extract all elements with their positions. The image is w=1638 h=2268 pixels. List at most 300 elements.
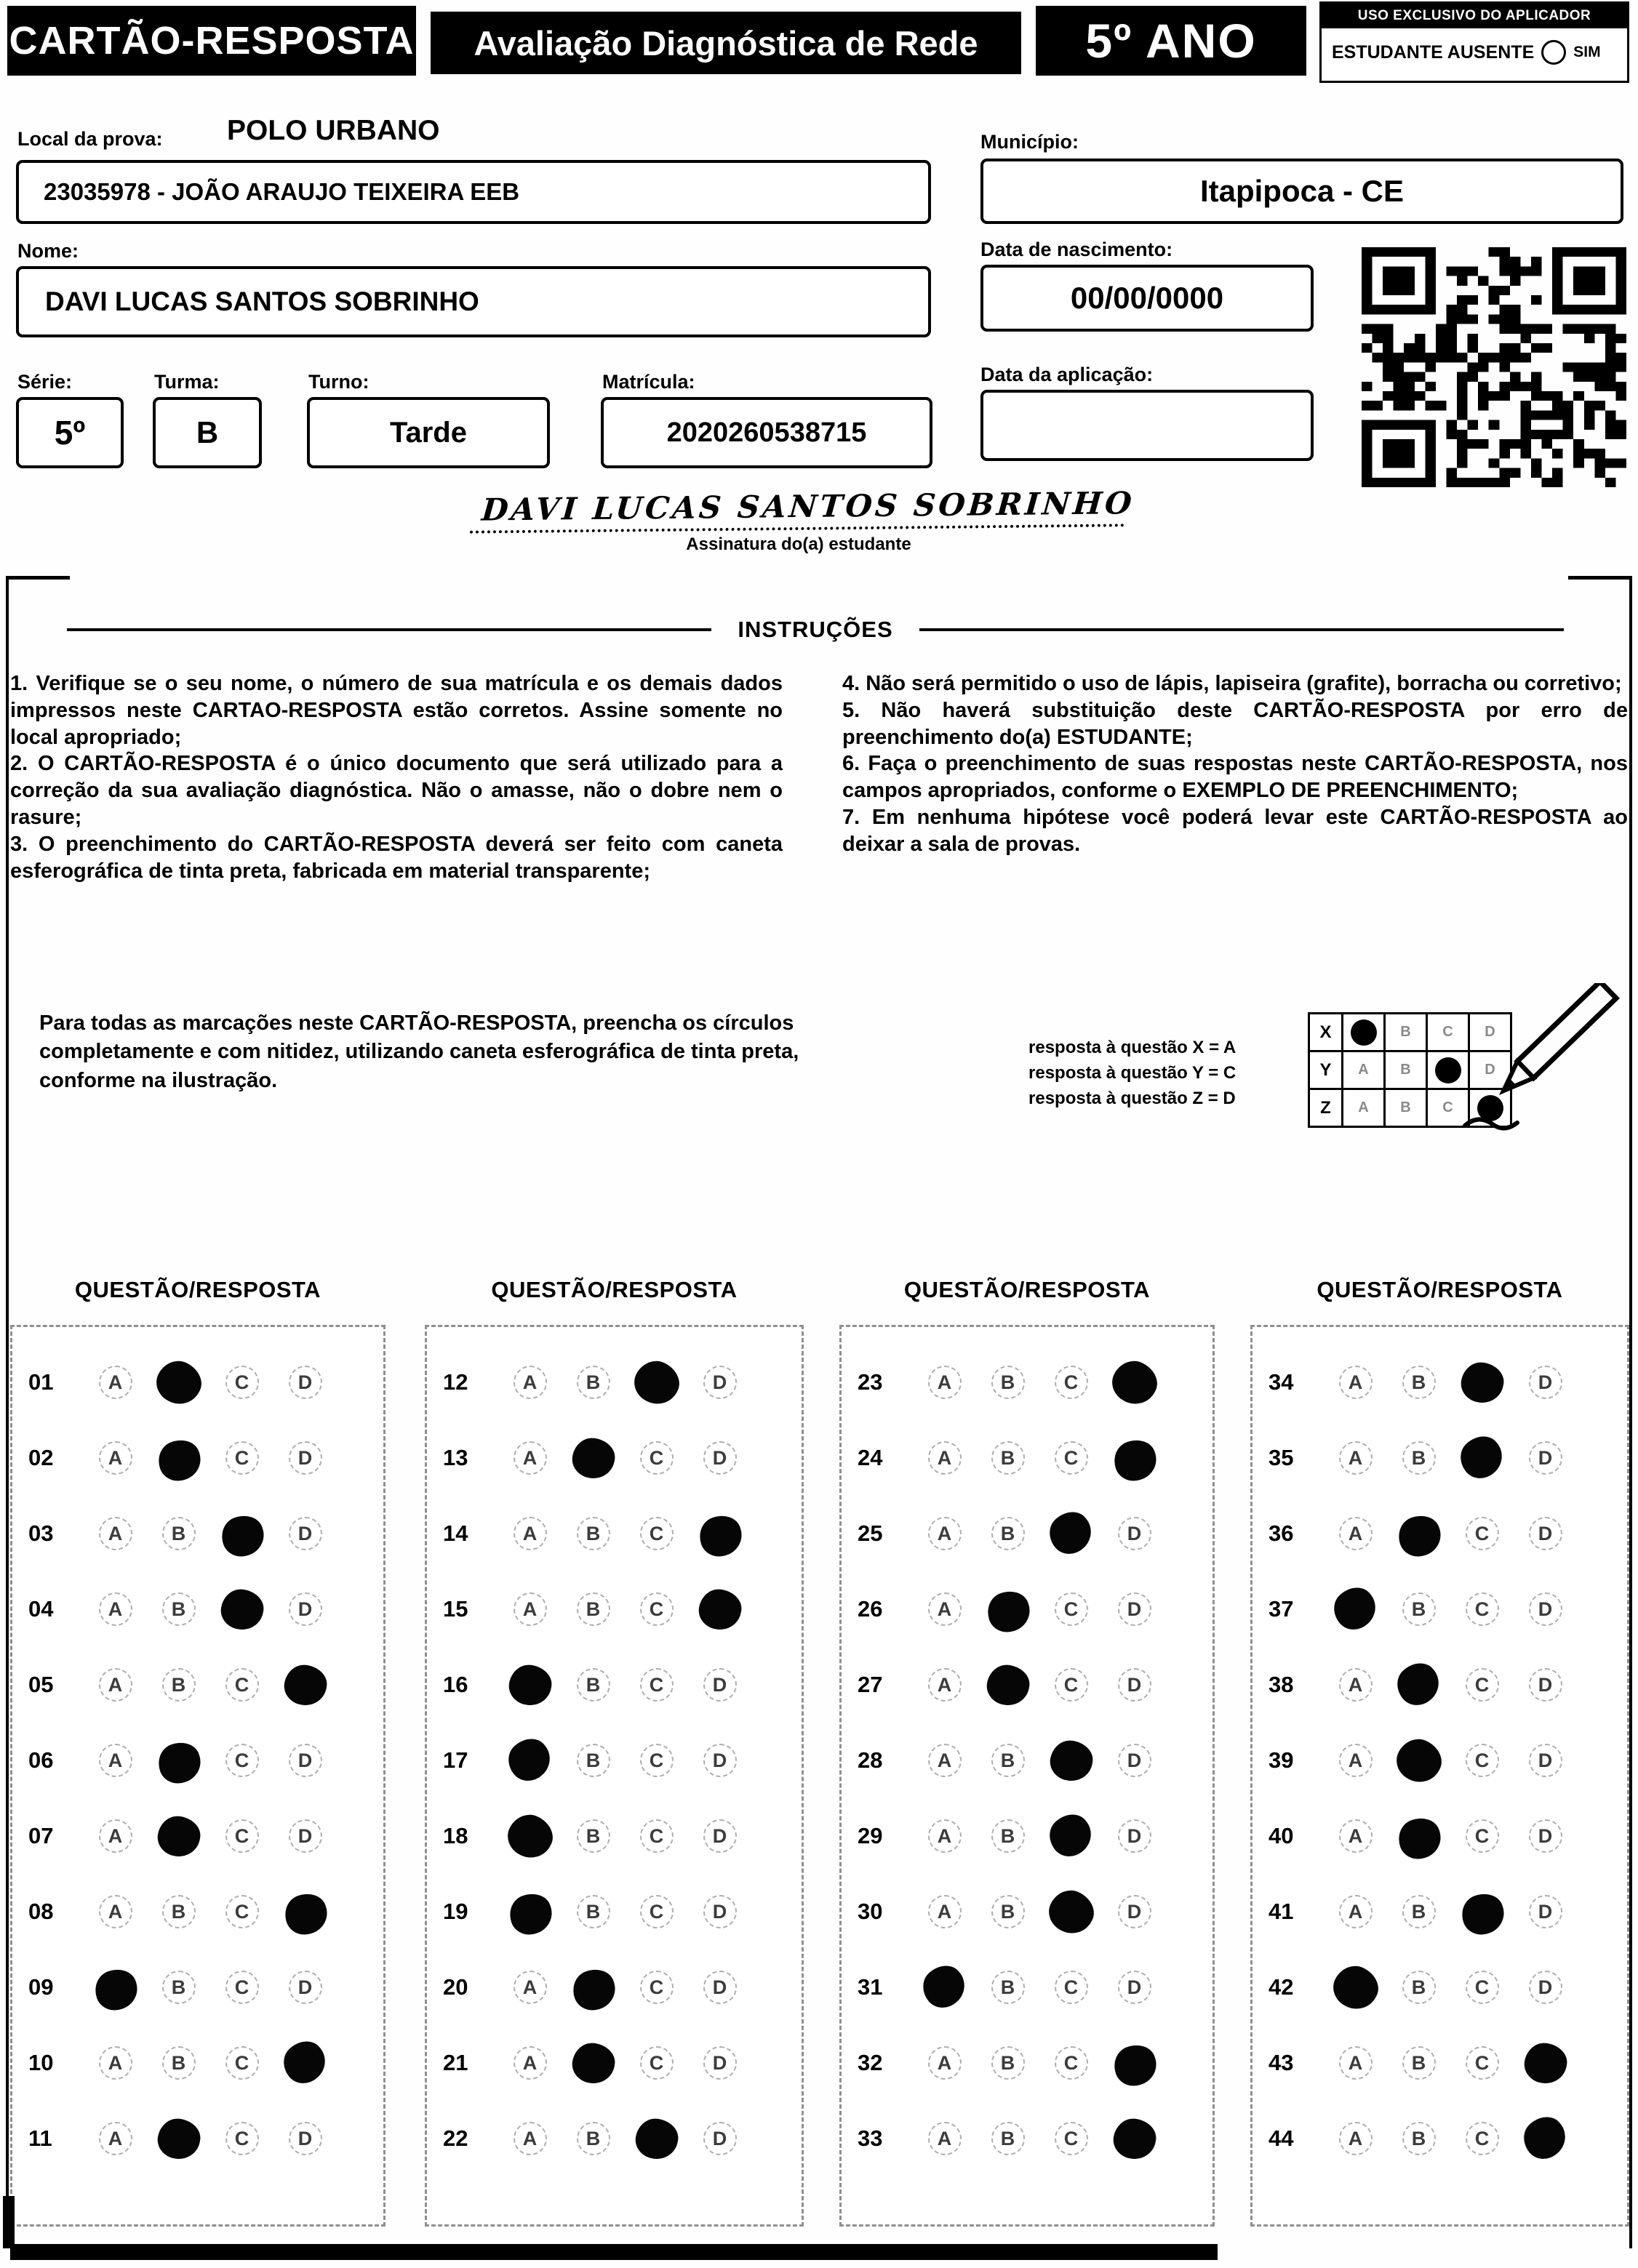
answer-bubble[interactable]: B	[1402, 2046, 1436, 2080]
answer-bubble[interactable]: D	[289, 1366, 322, 1399]
answer-bubble[interactable]: A	[928, 1517, 962, 1550]
answer-bubble[interactable]: B	[991, 2046, 1025, 2080]
answer-bubble[interactable]: C	[1055, 1592, 1088, 1626]
answer-bubble[interactable]: A	[99, 1441, 132, 1475]
answer-bubble[interactable]: A	[928, 1744, 962, 1777]
answer-bubble[interactable]: A	[1339, 2046, 1373, 2080]
answer-bubble[interactable]: D	[703, 1895, 737, 1928]
answer-bubble[interactable]: B	[991, 1895, 1025, 1928]
answer-bubble[interactable]: D	[1529, 1592, 1562, 1626]
answer-bubble[interactable]: D	[1529, 1819, 1562, 1853]
marked-bubble[interactable]	[569, 2040, 618, 2086]
marked-bubble[interactable]	[281, 1662, 329, 1708]
answer-row	[842, 2101, 1212, 2176]
answer-bubble[interactable]: C	[225, 1895, 259, 1928]
option-cell-marked	[210, 1514, 273, 1554]
answer-bubble[interactable]: B	[162, 1668, 196, 1702]
option-cell	[1039, 1366, 1103, 1399]
answer-bubble[interactable]: B	[991, 1819, 1025, 1853]
question-number: 09	[28, 1974, 54, 2000]
option-cell	[1450, 1592, 1514, 1626]
marked-bubble[interactable]	[153, 1435, 205, 1486]
option-cell	[147, 2046, 210, 2080]
answer-bubble[interactable]: D	[1529, 1441, 1562, 1475]
option-cell-marked	[1450, 1438, 1514, 1478]
option-cell-marked	[273, 1665, 337, 1705]
question-number: 25	[858, 1520, 883, 1546]
answer-bubble[interactable]: A	[928, 1819, 962, 1853]
answer-bubble[interactable]: C	[640, 2046, 674, 2080]
option-cell	[210, 2122, 273, 2155]
answer-bubble[interactable]: A	[1339, 1517, 1373, 1550]
answer-bubble[interactable]: D	[703, 1971, 737, 2004]
answer-bubble[interactable]: C	[640, 1819, 674, 1853]
answer-bubble[interactable]: A	[1339, 1366, 1373, 1399]
marked-bubble[interactable]	[216, 1510, 268, 1561]
instruction-item: 1. Verifique se o seu nome, o número de sua matrícula e os demais dados impressos neste CARTAO-RESPOSTA estão corretos. Assine somente no local apropriado;	[10, 672, 783, 749]
option-cell-marked	[1039, 1816, 1103, 1856]
marked-bubble[interactable]	[279, 1888, 332, 1939]
option-cell	[210, 1668, 273, 1702]
answer-bubble[interactable]: C	[1466, 1668, 1499, 1702]
option-cell	[84, 2122, 147, 2155]
instruction-item: 4. Não será permitido o uso de lápis, lapiseira (grafite), borracha ou corretivo;	[842, 672, 1622, 695]
answer-bubble[interactable]: B	[577, 1744, 610, 1777]
birthdate-label: Data de nascimento:	[980, 239, 1173, 260]
option-cell	[210, 1744, 273, 1777]
answer-bubble[interactable]: B	[1402, 1895, 1436, 1928]
answer-bubble[interactable]: A	[99, 1366, 132, 1399]
option-cell	[84, 1441, 147, 1475]
answer-row	[427, 2101, 802, 2176]
answer-bubble[interactable]: A	[928, 1366, 962, 1399]
answer-bubble[interactable]: B	[991, 1744, 1025, 1777]
question-number: 12	[443, 1369, 468, 1395]
answer-bubble[interactable]: D	[703, 2122, 737, 2155]
question-number: 28	[858, 1747, 883, 1773]
application-date-field	[980, 390, 1314, 461]
answer-bubble[interactable]: B	[577, 1366, 610, 1399]
answer-bubble[interactable]: B	[162, 1592, 196, 1626]
answer-bubble[interactable]: A	[514, 2046, 547, 2080]
answer-bubble[interactable]: C	[640, 1895, 674, 1928]
grade-badge: 5º ANO	[1036, 6, 1306, 76]
answer-bubble[interactable]: C	[1466, 1971, 1499, 2004]
option-cell	[688, 2046, 751, 2080]
answer-bubble[interactable]: B	[577, 1592, 610, 1626]
answer-bubble[interactable]: C	[640, 1744, 674, 1777]
question-number: 34	[1269, 1369, 1294, 1395]
answer-bubble[interactable]: C	[640, 1668, 674, 1702]
question-number: 37	[1269, 1596, 1294, 1622]
question-number: 21	[443, 2050, 468, 2075]
answer-bubble[interactable]: D	[703, 1668, 737, 1702]
marked-bubble[interactable]	[1458, 1359, 1506, 1406]
answer-bubble[interactable]: B	[991, 1971, 1025, 2004]
instruction-item: 7. Em nenhuma hipótese você poderá levar este CARTÃO-RESPOSTA ao deixar a sala de provas.	[842, 806, 1628, 856]
region-border-right	[1629, 576, 1632, 2248]
marked-bubble[interactable]	[500, 1731, 558, 1788]
grade-label: Série:	[17, 371, 73, 393]
answer-bubble[interactable]: A	[928, 2122, 962, 2155]
answer-bubble[interactable]: A	[1339, 1744, 1373, 1777]
answer-bubble[interactable]: B	[991, 1441, 1025, 1475]
option-cell	[210, 1895, 273, 1928]
municipality-label: Município:	[980, 131, 1079, 153]
marked-bubble[interactable]	[1389, 1655, 1447, 1712]
marked-bubble[interactable]	[695, 1586, 744, 1632]
option-cell-marked	[84, 1968, 147, 2008]
answer-bubble[interactable]: C	[225, 1366, 259, 1399]
option-cell	[84, 1744, 147, 1777]
answer-bubble[interactable]: C	[1466, 1517, 1499, 1550]
question-number: 31	[858, 1974, 883, 2000]
answer-bubble[interactable]: A	[99, 1819, 132, 1853]
marked-bubble[interactable]	[1393, 1813, 1445, 1864]
option-cell	[1324, 1895, 1387, 1928]
question-number: 18	[443, 1823, 468, 1848]
marked-bubble[interactable]	[1105, 1353, 1164, 1411]
answer-bubble[interactable]: D	[1529, 1971, 1562, 2004]
answer-bubble[interactable]: B	[577, 1819, 610, 1853]
answer-bubble[interactable]: A	[514, 1517, 547, 1550]
answer-bubble[interactable]: C	[225, 2122, 259, 2155]
marked-bubble[interactable]	[632, 2115, 681, 2162]
answer-bubble[interactable]: D	[703, 1744, 737, 1777]
marked-bubble[interactable]	[694, 1510, 746, 1561]
option-cell	[147, 1668, 210, 1702]
answer-row	[12, 2101, 383, 2176]
answer-column-box	[425, 1325, 804, 2227]
option-cell	[1324, 2122, 1387, 2155]
answer-bubble[interactable]: D	[703, 2046, 737, 2080]
question-number: 35	[1269, 1445, 1294, 1470]
answer-row	[12, 1874, 383, 1950]
option-cell	[688, 1895, 751, 1928]
answers-column-header: QUESTÃO/RESPOSTA	[491, 1277, 738, 1302]
answer-bubble[interactable]: C	[640, 1441, 674, 1475]
answer-bubble[interactable]: A	[99, 1668, 132, 1702]
marked-bubble[interactable]	[153, 1737, 205, 1788]
marked-bubble[interactable]	[1521, 2040, 1570, 2086]
answer-bubble[interactable]: A	[99, 1895, 132, 1928]
answer-bubble[interactable]: C	[640, 1592, 674, 1626]
answer-bubble[interactable]: B	[577, 1895, 610, 1928]
option-cell	[84, 2046, 147, 2080]
answer-bubble[interactable]: D	[1529, 1895, 1562, 1928]
marked-bubble[interactable]	[1108, 2040, 1161, 2091]
question-number: 02	[28, 1445, 54, 1470]
instructions-col-right	[842, 670, 1628, 858]
answer-bubble[interactable]: C	[225, 1744, 259, 1777]
answer-bubble[interactable]: C	[225, 2046, 259, 2080]
answer-bubble[interactable]: B	[577, 2122, 610, 2155]
answer-bubble[interactable]: C	[1466, 1744, 1499, 1777]
answer-bubble[interactable]: D	[1118, 1592, 1151, 1626]
answer-bubble[interactable]: D	[1118, 1971, 1151, 2004]
answer-bubble[interactable]: B	[1402, 1592, 1436, 1626]
marked-bubble[interactable]	[982, 1586, 1034, 1637]
answer-row	[427, 1950, 802, 2025]
answer-row	[1253, 1345, 1627, 1420]
marked-bubble[interactable]	[567, 1964, 620, 2015]
marked-bubble[interactable]	[149, 1353, 208, 1411]
option-cell	[1103, 1819, 1166, 1853]
option-cell	[688, 1744, 751, 1777]
option-cell-marked	[1387, 1741, 1450, 1781]
answer-bubble[interactable]: C	[225, 1441, 259, 1475]
answer-bubble[interactable]: D	[1118, 1819, 1151, 1853]
option-cell	[1387, 2122, 1450, 2155]
class-label: Turma:	[154, 371, 220, 393]
answer-bubble[interactable]: D	[289, 1592, 322, 1626]
answer-bubble[interactable]: D	[289, 1441, 322, 1475]
answer-bubble[interactable]: C	[1055, 1668, 1088, 1702]
answer-bubble[interactable]: C	[640, 1517, 674, 1550]
answer-bubble[interactable]: C	[1055, 1441, 1088, 1475]
class-field: B	[153, 397, 262, 468]
answer-bubble[interactable]: D	[703, 1366, 737, 1399]
answer-bubble[interactable]: A	[928, 2046, 962, 2080]
option-cell	[1450, 1971, 1514, 2004]
option-cell	[1324, 1441, 1387, 1475]
answer-bubble[interactable]: A	[1339, 1895, 1373, 1928]
question-number: 36	[1269, 1520, 1294, 1546]
option-cell	[976, 2046, 1039, 2080]
example-option-cell: C	[1427, 1089, 1469, 1127]
answer-bubble[interactable]: B	[162, 2046, 196, 2080]
answer-bubble[interactable]: D	[1118, 1744, 1151, 1777]
option-cell-marked	[1324, 1590, 1387, 1630]
marked-bubble[interactable]	[1326, 1958, 1385, 2016]
answer-column-box	[839, 1325, 1215, 2227]
marked-bubble[interactable]	[1389, 1731, 1448, 1790]
marked-bubble[interactable]	[1452, 1428, 1510, 1486]
answer-bubble[interactable]: B	[1402, 2122, 1436, 2155]
student-absent-label: ESTUDANTE AUSENTE	[1332, 41, 1535, 63]
marked-bubble[interactable]	[1041, 1504, 1099, 1561]
answer-bubble[interactable]: B	[162, 1895, 196, 1928]
answer-bubble[interactable]: A	[928, 1592, 962, 1626]
answer-row	[12, 1950, 383, 2025]
answer-bubble[interactable]: A	[1339, 1668, 1373, 1702]
example-option-cell: B	[1385, 1014, 1427, 1051]
applicator-box-title: USO EXCLUSIVO DO APLICADOR	[1322, 4, 1627, 28]
question-number: 29	[858, 1823, 883, 1848]
answer-bubble[interactable]: D	[703, 1441, 737, 1475]
answer-bubble[interactable]: C	[640, 1971, 674, 2004]
exam-site-label: Local da prova:	[17, 128, 163, 150]
answer-bubble[interactable]: B	[1402, 1441, 1436, 1475]
answer-bubble[interactable]: A	[928, 1895, 962, 1928]
answer-bubble[interactable]: B	[1402, 1971, 1436, 2004]
option-cell	[1387, 1366, 1450, 1399]
instructions-title: INSTRUÇÕES	[738, 617, 893, 642]
marked-bubble[interactable]	[627, 1353, 686, 1411]
answer-row	[1253, 1798, 1627, 1874]
answer-bubble[interactable]: A	[1339, 1819, 1373, 1853]
marked-bubble[interactable]	[89, 1964, 142, 2015]
answer-row	[1253, 2101, 1627, 2176]
marked-bubble[interactable]	[154, 1813, 203, 1859]
answer-bubble[interactable]: A	[514, 2122, 547, 2155]
absent-mark-bubble[interactable]	[1541, 40, 1566, 65]
option-cell	[1514, 1592, 1577, 1626]
option-cell-marked	[562, 2043, 625, 2083]
school-field: 23035978 - JOÃO ARAUJO TEIXEIRA EEB	[16, 160, 931, 224]
option-cell-marked	[562, 1968, 625, 2008]
answer-bubble[interactable]: D	[289, 1819, 322, 1853]
answer-bubble[interactable]: C	[225, 1971, 259, 2004]
marked-bubble[interactable]	[1042, 1883, 1100, 1941]
option-cell-marked	[1387, 1816, 1450, 1856]
enrollment-label: Matrícula:	[602, 371, 695, 393]
question-number: 05	[28, 1672, 54, 1697]
answer-row	[12, 1345, 383, 1420]
option-cell-marked	[1103, 1438, 1166, 1478]
answer-bubble[interactable]: A	[99, 2046, 132, 2080]
answer-bubble[interactable]: B	[162, 1971, 196, 2004]
marked-bubble[interactable]	[1456, 1888, 1509, 1939]
answer-row	[842, 1798, 1212, 1874]
option-cell	[688, 1668, 751, 1702]
answer-bubble[interactable]: A	[514, 1441, 547, 1475]
instructions-col-left	[10, 670, 783, 885]
divider-line	[67, 628, 711, 631]
example-caption: resposta à questão Z = D	[1028, 1088, 1236, 1108]
answer-bubble[interactable]: D	[1118, 1517, 1151, 1550]
instruction-item: 5. Não haverá substituição deste CARTÃO-RESPOSTA por erro de preenchimento do(a) ESTUDANTE;	[842, 698, 1628, 749]
marked-bubble[interactable]	[1393, 1510, 1445, 1561]
answer-bubble[interactable]: C	[1466, 2046, 1499, 2080]
answer-bubble[interactable]: C	[225, 1819, 259, 1853]
option-cell-marked	[1039, 1514, 1103, 1554]
answer-bubble[interactable]: D	[289, 1744, 322, 1777]
answer-row	[427, 1647, 802, 1723]
option-cell-marked	[147, 1363, 210, 1403]
marked-bubble[interactable]	[506, 1662, 554, 1708]
question-number: 38	[1269, 1672, 1294, 1697]
answer-bubble[interactable]: A	[928, 1668, 962, 1702]
answer-bubble[interactable]: D	[1118, 1895, 1151, 1928]
option-cell	[1103, 1517, 1166, 1550]
answer-bubble[interactable]: B	[1402, 1366, 1436, 1399]
option-cell	[976, 1366, 1039, 1399]
answer-bubble[interactable]: A	[1339, 1441, 1373, 1475]
answer-bubble[interactable]: B	[991, 1517, 1025, 1550]
question-number: 43	[1269, 2050, 1294, 2075]
answer-bubble[interactable]: C	[1466, 2122, 1499, 2155]
answer-row	[842, 2025, 1212, 2101]
option-cell	[1450, 1668, 1514, 1702]
answer-bubble[interactable]: A	[928, 1441, 962, 1475]
marked-bubble[interactable]	[504, 1888, 556, 1939]
marked-bubble[interactable]	[1515, 2109, 1573, 2166]
answer-bubble[interactable]: B	[577, 1517, 610, 1550]
answer-bubble[interactable]: A	[1339, 2122, 1373, 2155]
answer-bubble[interactable]: C	[225, 1668, 259, 1702]
marked-bubble[interactable]	[914, 1958, 972, 2015]
answer-bubble[interactable]: C	[1055, 2046, 1088, 2080]
answer-bubble[interactable]: D	[1529, 1744, 1562, 1777]
answer-bubble[interactable]: D	[289, 1971, 322, 2004]
option-cell	[147, 1517, 210, 1550]
answer-bubble[interactable]: D	[703, 1819, 737, 1853]
option-cell	[913, 1744, 976, 1777]
answer-bubble[interactable]: A	[514, 1971, 547, 2004]
marked-bubble[interactable]	[1108, 1435, 1161, 1486]
instruction-item: 6. Faça o preenchimento de suas respostas neste CARTÃO-RESPOSTA, nos campos apropriados, conforme o EXEMPLO DE PREENCHIMENTO;	[842, 752, 1628, 803]
answer-bubble[interactable]: D	[1529, 1517, 1562, 1550]
option-cell	[147, 1592, 210, 1626]
option-cell	[625, 1668, 688, 1702]
option-cell	[210, 1441, 273, 1475]
answer-bubble[interactable]: D	[289, 2122, 322, 2155]
answer-bubble[interactable]: A	[99, 1744, 132, 1777]
question-number: 39	[1269, 1747, 1294, 1773]
applicator-only-box	[1319, 1, 1629, 83]
marked-bubble[interactable]	[1325, 1579, 1383, 1637]
answer-bubble[interactable]: D	[289, 1517, 322, 1550]
option-cell	[1039, 1971, 1103, 2004]
option-cell	[1324, 2046, 1387, 2080]
answer-bubble[interactable]: A	[99, 2122, 132, 2155]
option-cell-marked	[1514, 2043, 1577, 2083]
marked-bubble[interactable]	[983, 1662, 1032, 1708]
answer-bubble[interactable]: B	[577, 1668, 610, 1702]
marked-bubble[interactable]	[569, 1435, 618, 1481]
answer-bubble[interactable]: C	[1466, 1592, 1499, 1626]
option-cell-marked	[688, 1514, 751, 1554]
option-cell	[84, 1819, 147, 1853]
filled-bubble-icon	[1351, 1019, 1377, 1046]
marked-bubble[interactable]	[275, 2033, 333, 2091]
question-number: 44	[1269, 2125, 1294, 2151]
answer-bubble[interactable]: D	[1118, 1668, 1151, 1702]
marked-bubble[interactable]	[217, 1586, 266, 1632]
option-cell	[498, 2122, 562, 2155]
marked-bubble[interactable]	[154, 2115, 203, 2162]
answer-bubble[interactable]: A	[99, 1517, 132, 1550]
answer-bubble[interactable]: C	[1055, 1366, 1088, 1399]
option-cell	[562, 1819, 625, 1853]
question-number: 22	[443, 2125, 468, 2151]
marked-bubble[interactable]	[1110, 2115, 1159, 2162]
answer-bubble[interactable]: D	[1529, 1668, 1562, 1702]
answer-bubble[interactable]: B	[991, 1366, 1025, 1399]
option-cell	[562, 1366, 625, 1399]
answer-bubble[interactable]: D	[1529, 1366, 1562, 1399]
option-cell	[913, 1668, 976, 1702]
answer-bubble[interactable]: A	[514, 1592, 547, 1626]
option-cell-marked	[562, 1438, 625, 1478]
answer-bubble[interactable]: C	[1466, 1819, 1499, 1853]
answer-bubble[interactable]: A	[514, 1366, 547, 1399]
answer-bubble[interactable]: B	[162, 1517, 196, 1550]
answer-row	[12, 1420, 383, 1496]
marked-bubble[interactable]	[1047, 1737, 1095, 1784]
answer-bubble[interactable]: C	[1055, 1971, 1088, 2004]
answer-bubble[interactable]: B	[991, 2122, 1025, 2155]
option-cell-marked	[1103, 1363, 1166, 1403]
option-cell-marked	[498, 1892, 562, 1932]
answer-bubble[interactable]: C	[1055, 2122, 1088, 2155]
answer-bubble[interactable]: A	[99, 1592, 132, 1626]
signature-block	[471, 485, 1136, 555]
marked-bubble[interactable]	[1041, 1806, 1099, 1864]
grade-field: 5º	[16, 397, 124, 468]
marked-bubble[interactable]	[500, 1807, 559, 1865]
